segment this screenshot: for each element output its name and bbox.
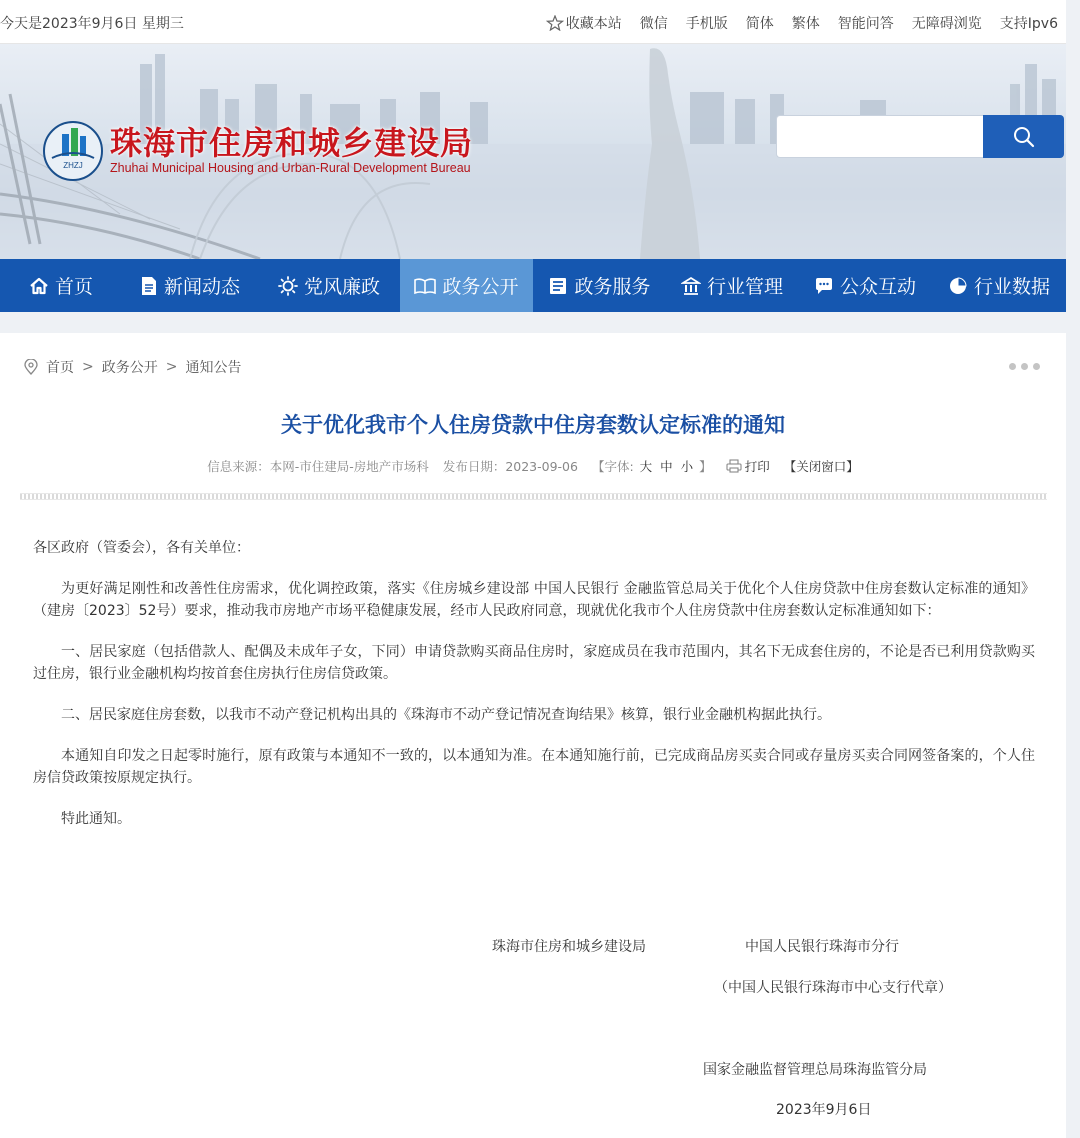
traditional-link[interactable]: 繁体 [791, 16, 820, 32]
article-body [33, 537, 1035, 849]
nav-industry[interactable] [666, 259, 798, 312]
ipv6-link[interactable]: 支持Ipv6 [999, 16, 1058, 32]
bureau-logo [42, 120, 104, 182]
site-subtitle: Zhuhai Municipal Housing and Urban-Rural Development Bureau [110, 161, 471, 175]
font-size-medium[interactable]: 中 [660, 459, 673, 474]
nav-gov-service-label: 政务服务 [574, 276, 651, 298]
site-title: 珠海市住房和城乡建设局 [110, 124, 474, 162]
signature-pboc-note: （中国人民银行珠海市中心支行代章） [714, 980, 952, 996]
nav-gov-open[interactable] [400, 259, 533, 312]
main-nav [0, 259, 1066, 312]
favorite-link[interactable] [546, 13, 622, 33]
search-icon [1012, 125, 1036, 149]
search-button[interactable] [983, 115, 1064, 158]
star-icon [546, 15, 564, 31]
book-icon [414, 277, 436, 295]
paragraph: 二、居民家庭住房套数，以我市不动产登记机构出具的《珠海市不动产登记情况查询结果》核算，银行业金融机构据此执行。 [61, 707, 831, 723]
font-size-small[interactable]: 小 [680, 459, 694, 474]
pie-icon [948, 276, 968, 296]
smart-qa-link[interactable]: 智能问答 [837, 16, 894, 32]
search-input[interactable] [776, 115, 984, 158]
sun-icon [278, 276, 298, 296]
search-box [776, 115, 1064, 158]
font-size-large[interactable]: 大 [639, 459, 653, 474]
more-menu-icon[interactable] [1009, 363, 1040, 370]
breadcrumb-separator: > [82, 359, 94, 375]
nav-gov-service[interactable] [533, 259, 666, 312]
paragraph: 一、居民家庭（包括借款人、配偶及未成年子女，下同）申请贷款购买商品住房时，家庭成员在我市范围内，其名下无成套住房的，不论是否已利用贷款购买过住房，银行业金融机构均按首套住房执行住房信贷政策。 [33, 644, 1035, 682]
close-window-button[interactable]: 【关闭窗口】 [783, 459, 859, 474]
title-divider [20, 493, 1047, 500]
mobile-link[interactable]: 手机版 [685, 16, 728, 32]
nav-data[interactable] [932, 259, 1066, 312]
article-card [0, 333, 1066, 1138]
accessibility-link[interactable]: 无障碍浏览 [911, 16, 982, 32]
signature-date: 2023年9月6日 [776, 1102, 872, 1118]
header-banner [0, 44, 1066, 259]
nav-data-label: 行业数据 [973, 276, 1050, 298]
signature-housing-bureau: 珠海市住房和城乡建设局 [492, 939, 646, 955]
article-meta [0, 457, 1066, 475]
current-date: 今天是2023年9月6日 星期三 [0, 16, 184, 32]
printer-icon [726, 459, 742, 473]
home-icon [29, 276, 49, 296]
paragraph: 本通知自印发之日起零时施行，原有政策与本通知不一致的，以本通知为准。在本通知施行前，已完成商品房买卖合同或存量房买卖合同网签备案的，个人住房信贷政策按原规定执行。 [33, 748, 1035, 786]
breadcrumb-separator: > [165, 359, 178, 375]
font-size-selector [592, 457, 712, 475]
favorite-label: 收藏本站 [565, 16, 622, 32]
nav-home[interactable] [0, 259, 122, 312]
breadcrumb-notice[interactable]: 通知公告 [185, 360, 242, 376]
article-title: 关于优化我市个人住房贷款中住房套数认定标准的通知 [281, 413, 785, 437]
info-source: 信息来源：本网-市住建局-房地产市场科 [207, 459, 429, 474]
nav-party-label: 党风廉政 [303, 276, 380, 298]
nav-industry-label: 行业管理 [706, 276, 783, 298]
svg-text:ZHZJ: ZHZJ [63, 161, 83, 170]
font-size-label: 【字体: [591, 459, 634, 474]
location-pin-icon [24, 359, 38, 375]
service-icon [548, 276, 568, 296]
simplified-link[interactable]: 简体 [745, 16, 774, 32]
nav-party[interactable] [258, 259, 400, 312]
greeting: 各区政府（管委会），各有关单位： [33, 540, 250, 556]
document-icon [140, 276, 158, 296]
breadcrumb-home[interactable]: 首页 [46, 360, 74, 376]
paragraph: 特此通知。 [61, 811, 131, 827]
top-links [546, 13, 1058, 33]
chat-icon [814, 276, 834, 296]
paragraph: 为更好满足刚性和改善性住房需求，优化调控政策，落实《住房城乡建设部 中国人民银行 金融监管总局关于优化个人住房贷款中住房套数认定标准的通知》（建房〔2023〕52号）要求，推动我市房地产市场平稳健康发展，经市人民政府同意，现就优化我市个人住房贷款中住房套数认定标准通知如下： [33, 581, 1035, 619]
wechat-link[interactable]: 微信 [639, 16, 668, 32]
breadcrumb [24, 357, 241, 377]
signature-nfra: 国家金融监督管理总局珠海监管分局 [703, 1062, 927, 1078]
publish-date: 发布日期：2023-09-06 [442, 459, 578, 474]
print-label: 打印 [744, 459, 770, 474]
print-button[interactable] [726, 457, 770, 475]
building-icon [681, 276, 701, 296]
breadcrumb-gov-open[interactable]: 政务公开 [101, 360, 158, 376]
nav-news[interactable] [122, 259, 258, 312]
nav-interaction[interactable] [798, 259, 932, 312]
nav-home-label: 首页 [54, 276, 93, 298]
nav-interaction-label: 公众互动 [839, 276, 916, 298]
font-size-bracket: 】 [699, 459, 712, 474]
nav-gov-open-label: 政务公开 [442, 276, 519, 298]
top-bar [0, 0, 1066, 44]
signature-pboc: 中国人民银行珠海市分行 [745, 939, 899, 955]
nav-news-label: 新闻动态 [163, 276, 240, 298]
